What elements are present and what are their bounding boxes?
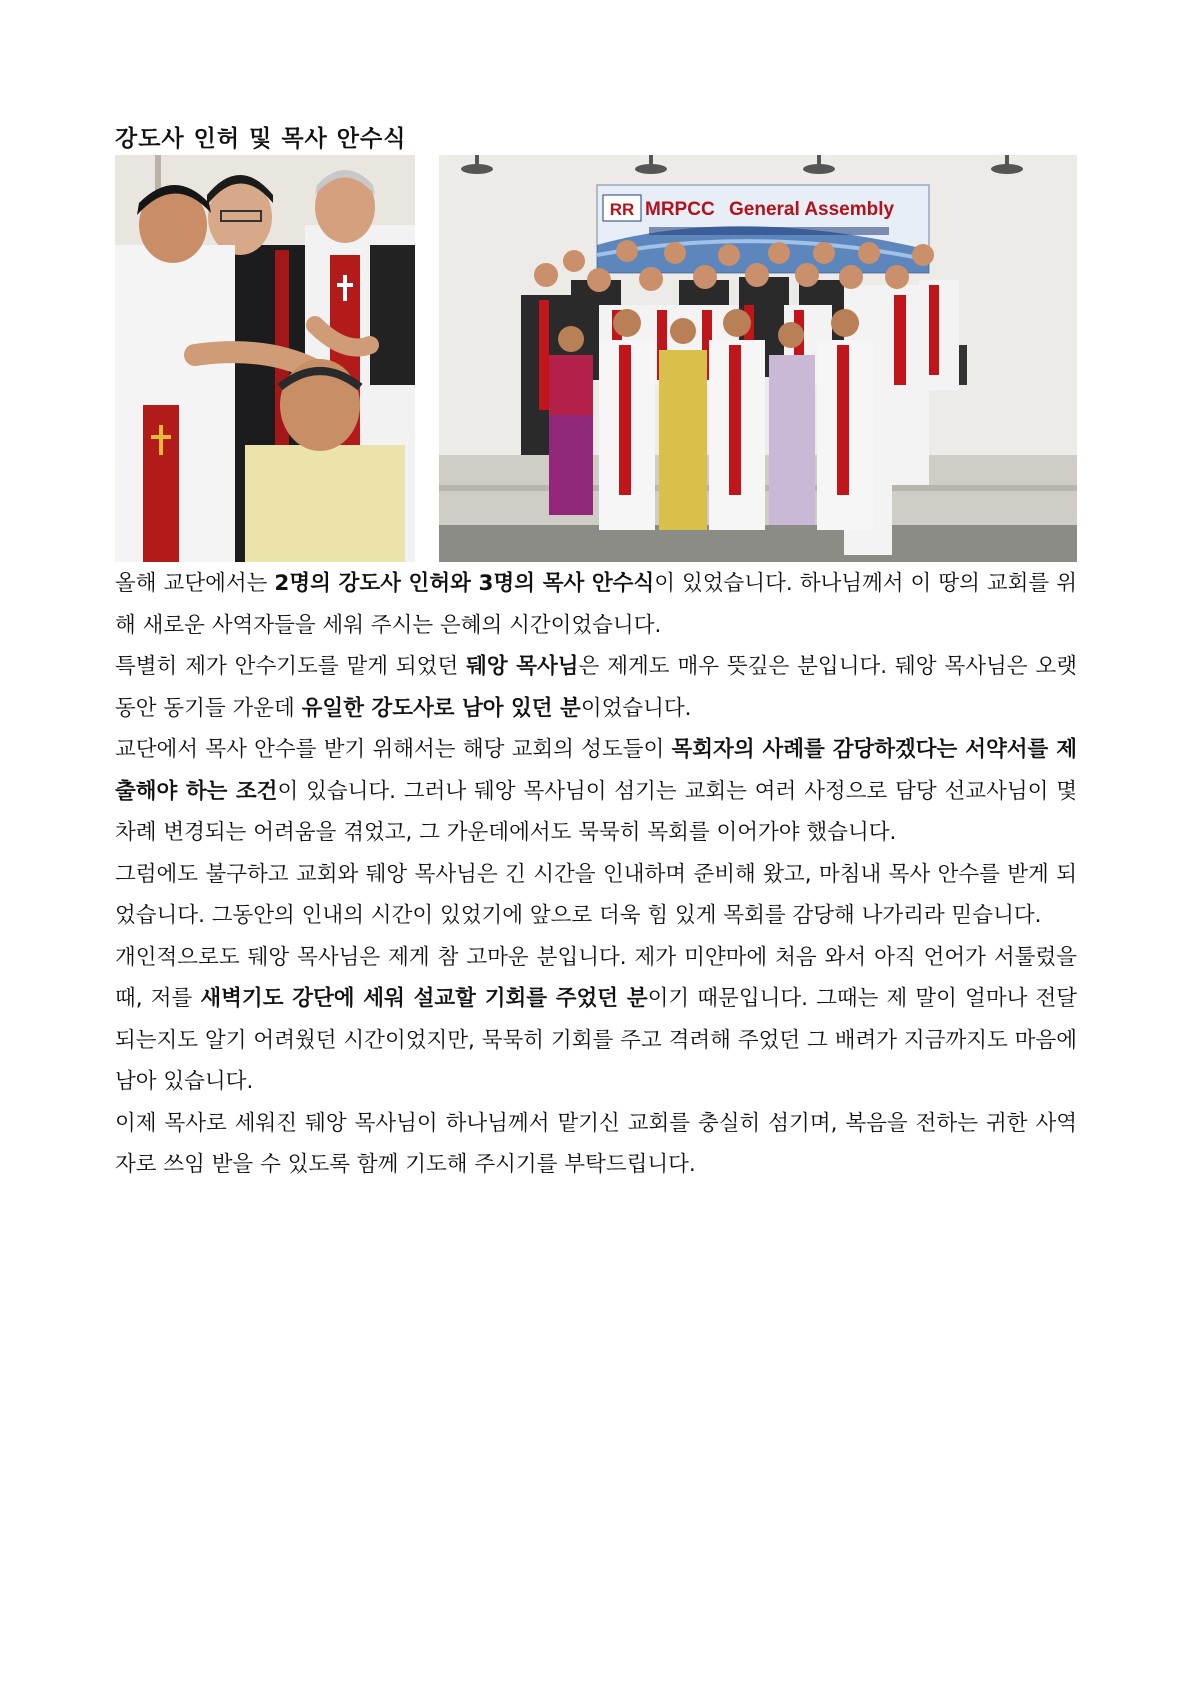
text-run: 은 제게도 매우 뜻깊은 분입니다. 뒈앙 목사님은 오랫동안 동기들 가운데 (115, 654, 1077, 721)
photo-row (115, 155, 1077, 562)
text-run: 특별히 제가 안수기도를 맡게 되었던 (115, 654, 467, 679)
banner-brand: MRPCC (645, 199, 715, 220)
bold-text: 새벽기도 강단에 세워 설교할 기회를 주었던 분 (200, 986, 648, 1011)
bold-text: 2명의 강도사 인허와 3명의 목사 안수식 (274, 571, 655, 596)
paragraph (115, 1103, 1077, 1186)
paragraph (115, 854, 1077, 937)
text-run: 이 있습니다. 그러나 뒈앙 목사님이 섬기는 교회는 여러 사정으로 담당 선교사님이 몇 차례 변경되는 어려움을 겪었고, 그 가운데에서도 묵묵히 목회를 이어가야 했습니다. (115, 778, 1077, 845)
text-run: 개인적으로도 뒈앙 목사님은 제게 참 고마운 분입니다. 제가 미얀마에 처음 와서 아직 언어가 서툴렀을 때, 저를 (115, 944, 1077, 1011)
document-title: 강도사 인허 및 목사 안수식 (115, 126, 407, 152)
paragraph (115, 646, 1077, 729)
bold-text: 유일한 강도사로 남아 있던 분 (301, 695, 581, 721)
text-run: 그럼에도 불구하고 교회와 뒈앙 목사님은 긴 시간을 인내하며 준비해 왔고, 마침내 목사 안수를 받게 되었습니다. 그동안의 인내의 시간이 있었기에 앞으로 더욱 힘 있게 목회를 감당해 나가리라 믿습니다. (115, 861, 1077, 928)
text-run: 올해 교단에서는 (115, 571, 275, 596)
article-body (115, 563, 1077, 1186)
banner-heading: General Assembly (729, 199, 895, 220)
text-run: 교단에서 목사 안수를 받기 위해서는 해당 교회의 성도들이 (115, 737, 672, 762)
text-run: 이 있었습니다. 하나님께서 이 땅의 교회를 위해 새로운 사역자들을 세워 주시는 은혜의 시간이었습니다. (115, 571, 1077, 638)
bold-text: 뒈앙 목사님 (466, 654, 579, 679)
text-run: 이제 목사로 세워진 뒈앙 목사님이 하나님께서 맡기신 교회를 충실히 섬기며, 복음을 전하는 귀한 사역자로 쓰임 받을 수 있도록 함께 기도해 주시기를 부탁드립니다. (115, 1110, 1077, 1177)
paragraph (115, 937, 1077, 1103)
text-run: 이었습니다. (580, 695, 692, 721)
paragraph (115, 729, 1077, 854)
svg-text:RR: RR (609, 200, 635, 219)
text-run: 이기 때문입니다. 그때는 제 말이 얼마나 전달되는지도 알기 어려웠던 시간이었지만, 묵묵히 기회를 주고 격려해 주었던 그 배려가 지금까지도 마음에 남아 있습니다. (115, 986, 1078, 1094)
paragraph (115, 563, 1077, 646)
general-assembly-group-photo (439, 155, 1077, 562)
bold-text: 목회자의 사례를 감당하겠다는 서약서를 제출해야 하는 조건 (115, 737, 1077, 804)
ordination-prayer-photo (115, 155, 415, 562)
